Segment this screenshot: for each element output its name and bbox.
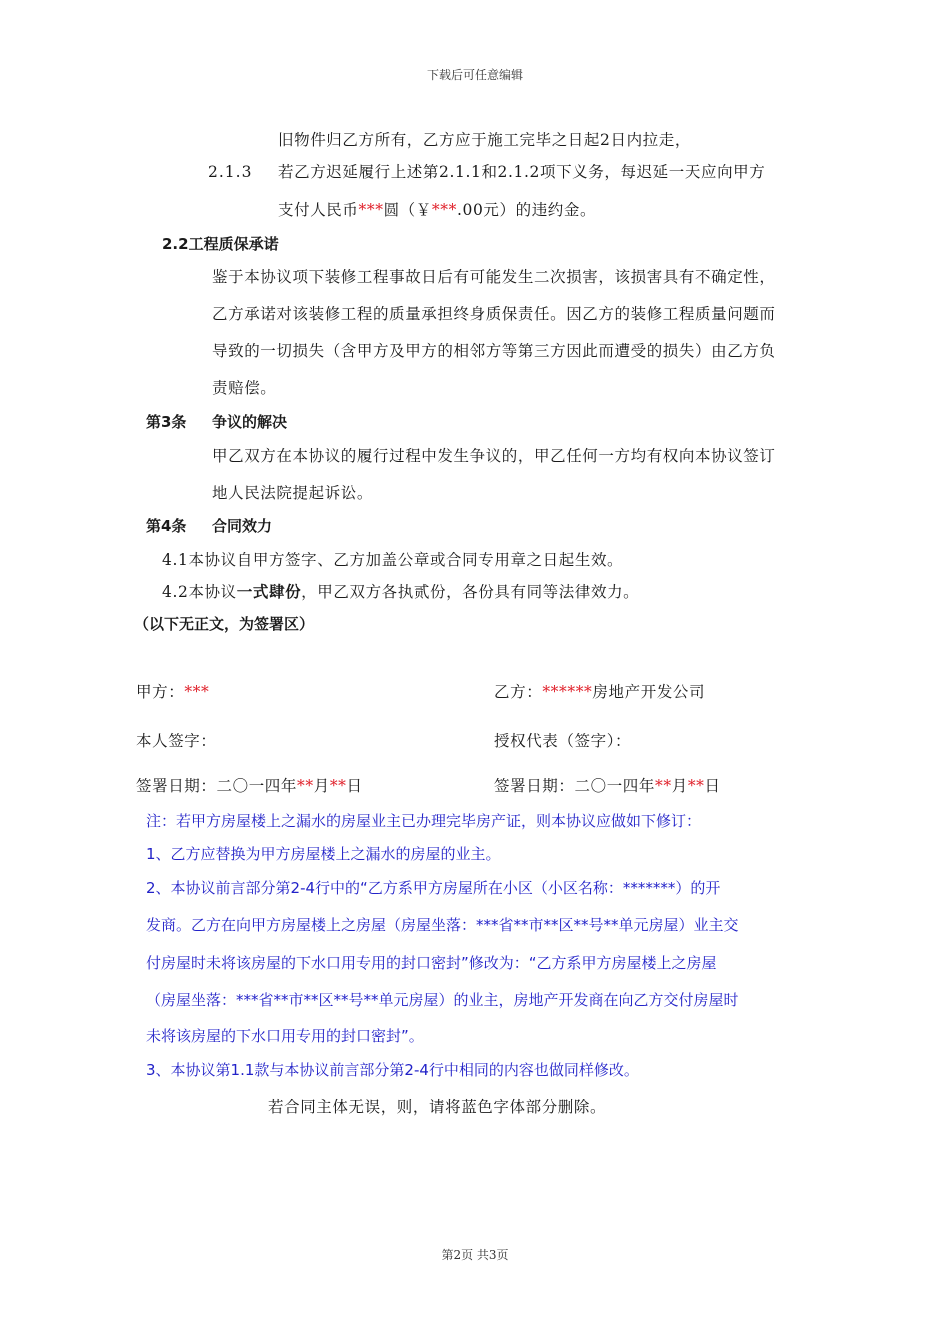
article-4-heading [146,515,272,536]
clause-4-1: 4.1本协议自甲方签字、乙方加盖公章或合同专用章之日起生效。 [162,551,624,569]
section-2-2-title: 2.2工程质保承诺 [162,235,279,253]
party-a-label: 甲方： [136,683,185,701]
party-a-name: *** [184,683,210,701]
text-a: 4.2本协议 [162,583,237,601]
party-a-date [136,774,363,796]
party-a-signature-label: 本人签字： [136,732,217,750]
clause-text: 若乙方迟延履行上述第2.1.1和2.1.2项下义务，每迟延一天应向甲方 [278,163,766,181]
article-3-line2: 地人民法院提起诉讼。 [212,484,374,502]
party-b-name: ****** [542,683,593,701]
redacted-amount-number: *** [431,201,457,219]
date-day: ** [329,777,347,795]
page-footer: 第2页 共3页 [441,1248,509,1262]
party-b-line [494,680,705,702]
text-b: ，甲乙双方各执贰份，各份具有同等法律效力。 [301,583,640,601]
clause-2-1-3-line2 [278,198,596,220]
party-a-line [136,680,209,702]
article-title: 争议的解决 [212,413,288,431]
page-header: 下载后可任意编辑 [426,68,523,82]
party-b-suffix: 房地产开发公司 [592,683,706,701]
deletion-instruction: 若合同主体无误，则，请将蓝色字体部分删除。 [268,1098,607,1116]
month-char: 月 [671,777,688,795]
section-2-2-line2: 乙方承诺对该装修工程的质量承担终身质保责任。因乙方的装修工程质量问题而 [212,305,776,323]
revision-note-2-line3: 付房屋时未将该房屋的下水口用专用的封口密封”修改为：“乙方系甲方房屋楼上之房屋 [146,954,717,972]
date-label: 签署日期：二〇一四年 [494,777,656,795]
text-b: 圆（￥ [383,201,432,219]
section-2-2-line4: 责赔偿。 [212,379,277,397]
article-number: 第3条 [146,413,187,431]
section-2-2-line1: 鉴于本协议项下装修工程事故日后有可能发生二次损害，该损害具有不确定性， [212,268,776,286]
clause-4-2 [162,580,639,602]
revision-note-2-line2: 发商。乙方在向甲方房屋楼上之房屋（房屋坐落：***省**市**区**号**单元房屋）业主交 [146,916,739,934]
copies-emphasis: 一式肆份 [236,582,302,601]
section-2-2-line3: 导致的一切损失（含甲方及甲方的相邻方等第三方因此而遭受的损失）由乙方负 [212,342,776,360]
end-of-text-note: （以下无正文，为签署区） [134,615,315,633]
article-3-heading [146,411,287,432]
revision-note-3: 3、本协议第1.1款与本协议前言部分第2-4行中相同的内容也做同样修改。 [146,1061,639,1079]
party-b-date [494,774,721,796]
text-c: .00元）的违约金。 [456,201,597,219]
redacted-amount: *** [358,201,384,219]
revision-note-1: 1、乙方应替换为甲方房屋楼上之漏水的房屋的业主。 [146,845,501,863]
clause-2-1-3-line1 [208,160,765,182]
date-month: ** [655,777,672,795]
article-title: 合同效力 [212,517,273,535]
party-b-label: 乙方： [494,683,543,701]
clause-2-1-2-continuation: 旧物件归乙方所有，乙方应于施工完毕之日起2日内拉走， [278,131,691,149]
day-char: 日 [704,777,721,795]
party-b-signature-label: 授权代表（签字）： [494,732,632,750]
clause-number: 2.1.3 [208,163,253,181]
month-char: 月 [313,777,330,795]
revision-note-2-line1: 2、本协议前言部分第2-4行中的“乙方系甲方房屋所在小区（小区名称：*******）的开 [146,879,721,897]
revision-note-2-line4: （房屋坐落：***省**市**区**号**单元房屋）的业主，房地产开发商在向乙方交付房屋时 [146,991,739,1009]
date-label: 签署日期：二〇一四年 [136,777,298,795]
day-char: 日 [346,777,363,795]
revision-note-intro: 注：若甲方房屋楼上之漏水的房屋业主已办理完毕房产证，则本协议应做如下修订： [146,812,702,830]
article-number: 第4条 [146,517,187,535]
date-day: ** [687,777,705,795]
article-3-line1: 甲乙双方在本协议的履行过程中发生争议的，甲乙任何一方均有权向本协议签订 [212,447,776,465]
text-a: 支付人民币 [278,201,359,219]
revision-note-2-line5: 未将该房屋的下水口用专用的封口密封”。 [146,1027,424,1045]
date-month: ** [297,777,314,795]
